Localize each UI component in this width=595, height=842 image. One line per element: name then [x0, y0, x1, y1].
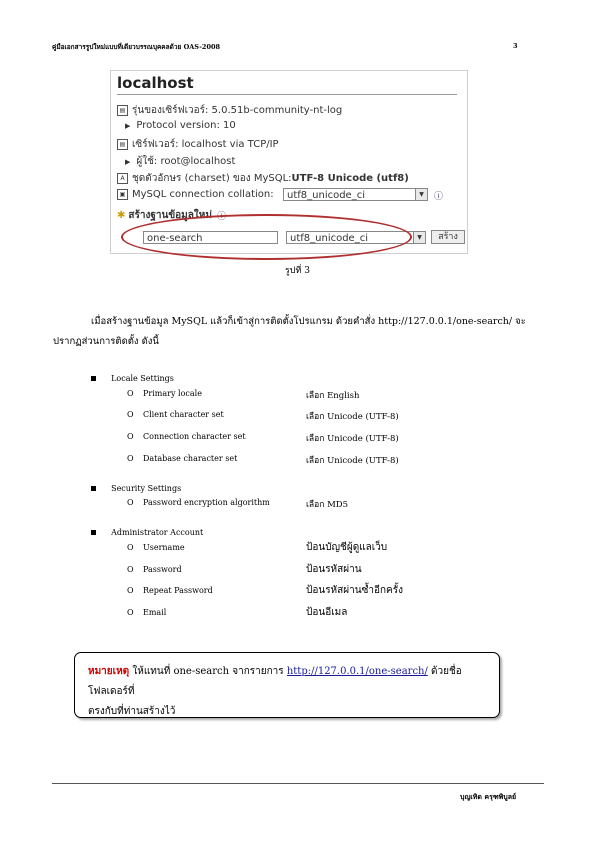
item-label: Password: [143, 565, 182, 574]
page-number: 3: [513, 42, 518, 50]
note-text-2: ด้วยชื่อโฟลเดอร์ที่: [88, 666, 462, 697]
server-icon: ▤: [117, 139, 128, 150]
item-label: Password encryption algorithm: [143, 498, 270, 507]
circle-bullet-icon: O: [127, 586, 134, 595]
help-icon[interactable]: ⓘ: [434, 192, 444, 202]
collation-label: MySQL connection collation:: [132, 189, 274, 200]
item-value: ป้อนอีเมล: [306, 607, 348, 618]
server-host-text: เซิร์ฟเวอร์: localhost via TCP/IP: [132, 139, 279, 150]
note-text-1: ให้แทนที่ one-search จากรายการ: [129, 666, 287, 677]
server-version-row: [117, 103, 342, 118]
database-collation-value: utf8_unicode_ci: [290, 233, 368, 244]
user-row: [117, 154, 235, 169]
server-host-row: [117, 137, 279, 152]
bullet-triangle-icon: ▶: [125, 121, 131, 130]
user-text: ผู้ใช้: root@localhost: [136, 156, 236, 167]
item-label: Client character set: [143, 410, 224, 419]
chevron-down-icon[interactable]: ▼: [413, 232, 425, 243]
square-bullet-icon: [91, 530, 96, 535]
note-label: หมายเหตุ: [88, 666, 130, 677]
footer-rule: [52, 783, 544, 784]
section-title-admin: Administrator Account: [111, 528, 204, 537]
section-title-security: Security Settings: [111, 484, 182, 493]
charset-prefix: ชุดตัวอักษร (charset) ของ MySQL:: [132, 173, 292, 184]
phpmyadmin-screenshot: [110, 70, 468, 254]
item-value: เลือก MD5: [306, 500, 348, 510]
item-value: เลือก Unicode (UTF-8): [306, 456, 399, 466]
charset-icon: A: [117, 173, 128, 184]
item-label: Email: [143, 608, 167, 617]
charset-row: [117, 171, 409, 186]
item-value: เลือก Unicode (UTF-8): [306, 412, 399, 422]
section-title-locale: Locale Settings: [111, 374, 174, 383]
collation-select[interactable]: [283, 188, 428, 201]
circle-bullet-icon: O: [127, 410, 134, 419]
item-value: เลือก English: [306, 391, 360, 401]
circle-bullet-icon: O: [127, 432, 134, 441]
circle-bullet-icon: O: [127, 498, 134, 507]
section-heading: [91, 520, 203, 539]
note-text: [88, 662, 488, 722]
charset-value: UTF-8 Unicode (utf8): [291, 173, 409, 184]
help-icon[interactable]: ⓘ: [216, 212, 226, 222]
database-name-value: one-search: [147, 233, 203, 244]
protocol-text: Protocol version: 10: [136, 120, 236, 131]
item-label: Repeat Password: [143, 586, 213, 595]
section-heading: [91, 366, 174, 385]
intro-line-1: เมื่อสร้างฐานข้อมูล MySQL แล้วก็เข้าสู่การติดตั้งโปรแกรม ด้วยคำสั่ง http://127.0.0.1/one-search/ จะ: [91, 316, 526, 327]
section-heading: [91, 476, 181, 495]
highlight-oval: [121, 214, 412, 260]
footer-author: บุญเทิด ครุฑพิบูลย์: [460, 792, 517, 801]
intro-line-2: ปรากฏส่วนการติดตั้ง ดังนี้: [53, 336, 159, 347]
collation-icon: ▣: [117, 189, 128, 200]
item-label: Username: [143, 543, 185, 552]
server-version-text: รุ่นของเซิร์ฟเวอร์: 5.0.51b-community-nt-log: [132, 105, 343, 116]
title-divider: [117, 94, 457, 95]
square-bullet-icon: [91, 486, 96, 491]
item-value: ป้อนรหัสผ่าน: [306, 564, 362, 575]
collation-row: [117, 189, 274, 200]
star-icon: ✱: [117, 210, 126, 221]
circle-bullet-icon: O: [127, 608, 134, 617]
circle-bullet-icon: O: [127, 454, 134, 463]
note-text-line-2: ตรงกับที่ท่านสร้างไว้: [88, 706, 176, 717]
item-value: เลือก Unicode (UTF-8): [306, 434, 399, 444]
collation-select-value: utf8_unicode_ci: [287, 190, 365, 201]
circle-bullet-icon: O: [127, 389, 134, 398]
circle-bullet-icon: O: [127, 543, 134, 552]
document-header-title: คู่มือเอกสารรูปใหม่แบบที่เดียวบรรณบุคคลด้วย OAS-2008: [52, 43, 221, 51]
item-label: Database character set: [143, 454, 238, 463]
protocol-row: [117, 120, 236, 131]
figure-caption: รูปที่ 3: [284, 266, 311, 276]
create-database-button[interactable]: สร้าง: [431, 230, 465, 244]
square-bullet-icon: [91, 376, 96, 381]
item-label: Primary locale: [143, 389, 202, 398]
server-icon: ▤: [117, 105, 128, 116]
create-db-label: สร้างฐานข้อมูลใหม่: [128, 210, 212, 221]
bullet-triangle-icon: ▶: [125, 157, 131, 166]
note-link[interactable]: http://127.0.0.1/one-search/: [286, 666, 428, 677]
server-title: localhost: [117, 74, 194, 92]
note-box: [74, 652, 500, 718]
chevron-down-icon[interactable]: ▼: [415, 189, 427, 200]
item-value: ป้อนรหัสผ่านซ้ำอีกครั้ง: [306, 585, 403, 596]
item-label: Connection character set: [143, 432, 246, 441]
item-value: ป้อนบัญชีผู้ดูแลเว็บ: [306, 542, 388, 553]
circle-bullet-icon: O: [127, 565, 134, 574]
